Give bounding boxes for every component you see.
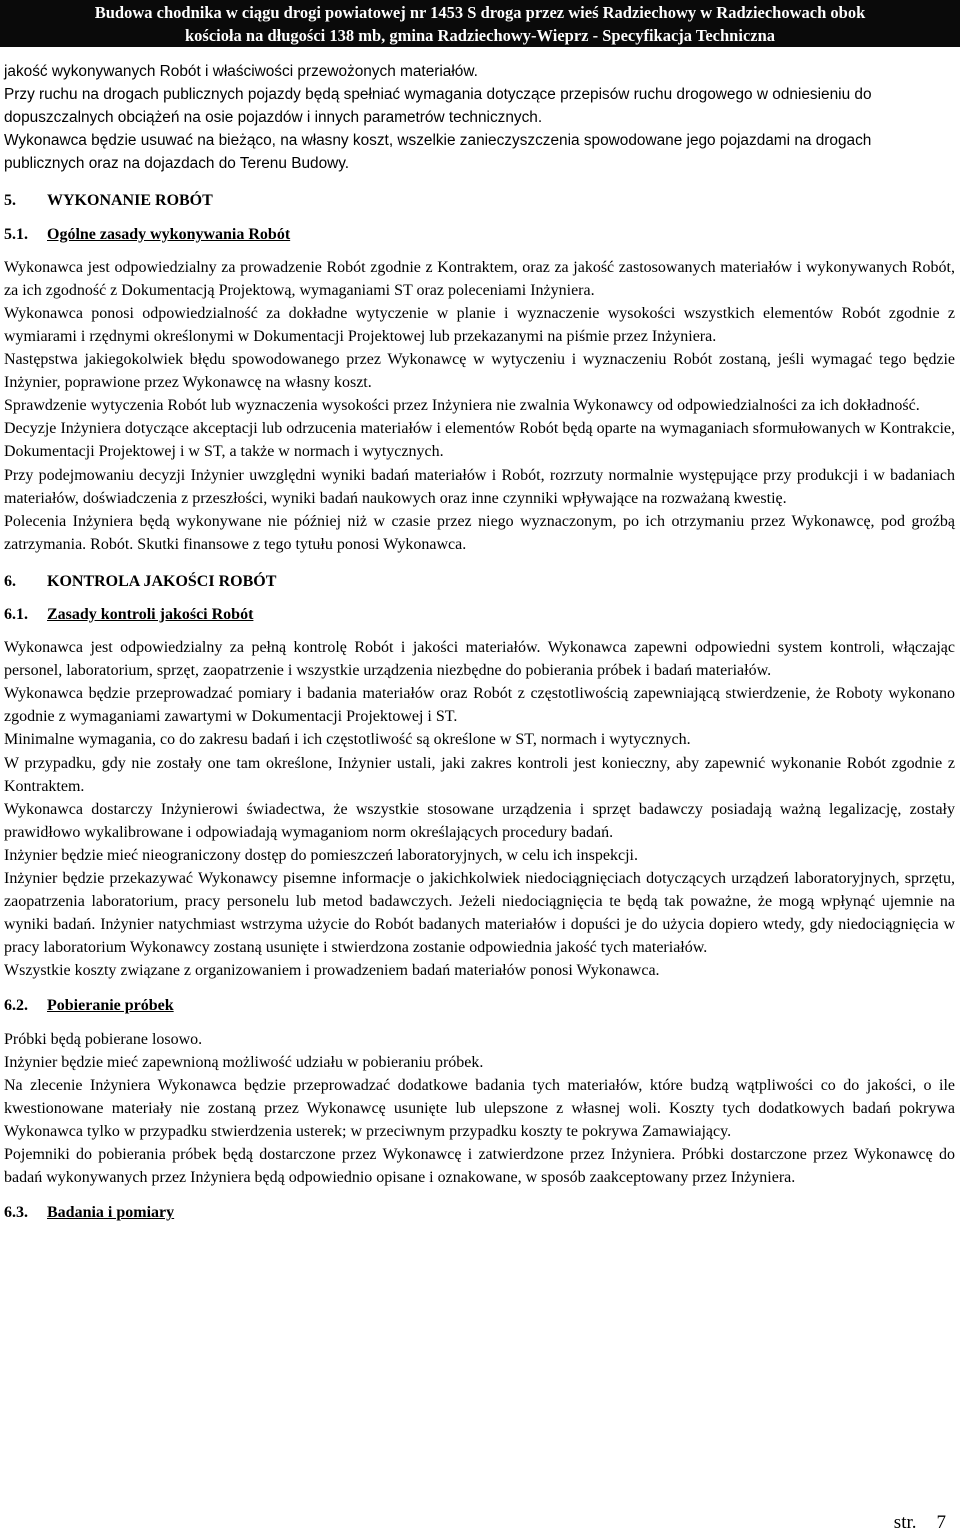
- section-6-title: KONTROLA JAKOŚCI ROBÓT: [47, 572, 277, 590]
- section-5-number: 5.: [4, 192, 16, 210]
- header-line-1: Budowa chodnika w ciągu drogi powiatowej nr 1453 S droga przez wieś Radziechowy w Radziechowach obok: [94, 3, 866, 22]
- document-body: [0, 47, 960, 1224]
- paragraph: Minimalne wymagania, co do zakresu badań i ich częstotliwość są określone w ST, normach i wytycznych.: [4, 731, 691, 749]
- paragraph: Próbki będą pobierane losowo.: [4, 1030, 203, 1048]
- paragraph: Pojemniki do pobierania próbek będą dostarczone przez Wykonawcę i zatwierdzone przez Inżyniera. Próbki dostarczone przez Wykonawcę do badań wykonywanych przez Inżyniera będą odpowiednio opisane i oznakowane, w sposób zaakceptowany przez Inżyniera.: [4, 1146, 955, 1187]
- section-5-1-number: 5.1.: [4, 225, 28, 243]
- section-5-1-heading: [4, 223, 955, 246]
- intro-paragraph-2: Przy ruchu na drogach publicznych pojazdy będą spełniać wymagania dotyczące przepisów ruchu drogowego w odniesieniu do dopuszczalnych obciążeń na osie pojazdów i innych parametrów technicznych.: [4, 86, 872, 127]
- intro-paragraph-3: Wykonawca będzie usuwać na bieżąco, na własny koszt, wszelkie zanieczyszczenia spowodowane jego pojazdami na drogach publicznych oraz na dojazdach do Terenu Budowy.: [4, 132, 872, 173]
- page-footer: [894, 1512, 946, 1534]
- paragraph: Wszystkie koszty związane z organizowaniem i prowadzeniem badań materiałów ponosi Wykonawca.: [4, 962, 660, 980]
- paragraph: Wykonawca będzie przeprowadzać pomiary i badania materiałów oraz Robót z częstotliwością zapewniającą stwierdzenie, że Roboty wykonano zgodnie z wymaganiami zawartymi w Dokumentacji Projektowej i ST.: [4, 685, 955, 726]
- paragraph: Sprawdzenie wytyczenia Robót lub wyznaczenia wysokości przez Inżyniera nie zwalnia Wykonawcy od odpowiedzialności za ich dokładność.: [4, 397, 920, 415]
- page-number: 7: [936, 1512, 946, 1533]
- section-6-3-title: Badania i pomiary: [47, 1204, 175, 1222]
- section-6-number: 6.: [4, 572, 16, 590]
- paragraph: Inżynier będzie mieć zapewnioną możliwość udziału w pobieraniu próbek.: [4, 1053, 484, 1071]
- section-5-1-body: [4, 256, 955, 556]
- paragraph: Decyzje Inżyniera dotyczące akceptacji lub odrzucenia materiałów i elementów Robót będą oparte na wymaganiach sformułowanych w Kontrakcie, Dokumentacji Projektowej i w ST, a także w normach i wytycznych.: [4, 420, 955, 461]
- section-6-1-body: [4, 636, 955, 982]
- paragraph: Polecenia Inżyniera będą wykonywane nie później niż w czasie przez niego wyznaczonym, po ich otrzymaniu przez Wykonawcę, pod groźbą zatrzymania. Robót. Skutki finansowe z tego tytułu ponosi Wykonawca.: [4, 512, 955, 553]
- paragraph: Wykonawca ponosi odpowiedzialność za dokładne wytyczenie w planie i wyznaczenie wysokości wszystkich elementów Robót zgodnie z wymiarami i rzędnymi określonymi w Dokumentacji Projektowej lub przekazanymi na piśmie przez Inżyniera.: [4, 304, 955, 345]
- paragraph: W przypadku, gdy nie zostały one tam określone, Inżynier ustali, jaki zakres kontroli jest konieczny, aby zapewnić wykonanie Robót zgodnie z Kontraktem.: [4, 754, 955, 795]
- section-6-3-number: 6.3.: [4, 1204, 28, 1222]
- page-label: str.: [893, 1512, 917, 1533]
- paragraph: Inżynier będzie przekazywać Wykonawcy pisemne informacje o jakichkolwiek niedociągnięciach dotyczących urządzeń laboratoryjnych, sprzętu, zaopatrzenia laboratorium, pracy personelu lub metod badawczych. Jeżeli niedociągnięcia te będą tak poważne, że mogą wpłynąć ujemnie na wyniki badań. Inżynier natychmiast wstrzyma użycie do Robót badanych materiałów i dopuści je do użycia dopiero wtedy, gdy niedociągnięcia w pracy laboratorium Wykonawcy zostaną usunięte i stwierdzona zostanie odpowiednia jakość tych materiałów.: [4, 870, 955, 957]
- header-line-2: kościoła na długości 138 mb, gmina Radziechowy-Wieprz - Specyfikacja Techniczna: [184, 26, 776, 45]
- section-5-heading: [4, 189, 955, 212]
- section-5-title: WYKONANIE ROBÓT: [47, 192, 213, 210]
- section-6-2-title: Pobieranie próbek: [47, 997, 174, 1015]
- paragraph: Wykonawca jest odpowiedzialny za prowadzenie Robót zgodnie z Kontraktem, oraz za jakość zastosowanych materiałów i wykonywanych Robót, za ich zgodność z Dokumentacją Projektową, wymaganiami ST oraz poleceniami Inżyniera.: [4, 258, 955, 299]
- intro-paragraph-1: jakość wykonywanych Robót i właściwości przewożonych materiałów.: [4, 63, 478, 80]
- paragraph: Inżynier będzie mieć nieograniczony dostęp do pomieszczeń laboratoryjnych, w celu ich inspekcji.: [4, 846, 638, 864]
- section-6-2-heading: [4, 994, 955, 1017]
- paragraph: Wykonawca dostarczy Inżynierowi świadectwa, że wszystkie stosowane urządzenia i sprzęt badawczy posiadają ważną legalizację, zostały prawidłowo wykalibrowane i odpowiadają wymaganiom norm określających procedury badań.: [4, 800, 955, 841]
- paragraph: Następstwa jakiegokolwiek błędu spowodowanego przez Wykonawcę w wytyczeniu i wyznaczeniu Robót zostaną, jeśli wymagać tego będzie Inżynier, poprawione przez Wykonawcę na własny koszt.: [4, 351, 955, 392]
- page-header: [0, 0, 960, 47]
- section-6-3-heading: [4, 1201, 955, 1224]
- section-6-1-number: 6.1.: [4, 605, 28, 623]
- section-6-heading: [4, 570, 955, 593]
- section-6-2-number: 6.2.: [4, 997, 28, 1015]
- section-6-2-body: [4, 1028, 955, 1190]
- paragraph: Na zlecenie Inżyniera Wykonawca będzie przeprowadzać dodatkowe badania tych materiałów, które budzą wątpliwości co do jakości, o ile kwestionowane materiały nie zostaną przez Wykonawcę usunięte lub ulepszone z własnej woli. Koszty tych dodatkowych badań pokrywa Wykonawca tylko w przypadku stwierdzenia usterek; w przeciwnym przypadku koszty te pokrywa Zamawiający.: [4, 1076, 955, 1140]
- section-6-1-heading: [4, 603, 955, 626]
- paragraph: Przy podejmowaniu decyzji Inżynier uwzględni wyniki badań materiałów i Robót, rozrzuty normalnie występujące przy produkcji i w badaniach materiałów, doświadczenia z przeszłości, wyniki badań naukowych oraz inne czynniki wpływające na rozważaną kwestię.: [4, 466, 955, 507]
- paragraph: Wykonawca jest odpowiedzialny za pełną kontrolę Robót i jakości materiałów. Wykonawca zapewni odpowiedni system kontroli, włączając personel, laboratorium, sprzęt, zaopatrzenie i wszystkie urządzenia niezbędne do pobierania próbek i badań materiałów.: [4, 639, 955, 680]
- section-5-1-title: Ogólne zasady wykonywania Robót: [47, 225, 291, 243]
- section-6-1-title: Zasady kontroli jakości Robót: [47, 605, 254, 623]
